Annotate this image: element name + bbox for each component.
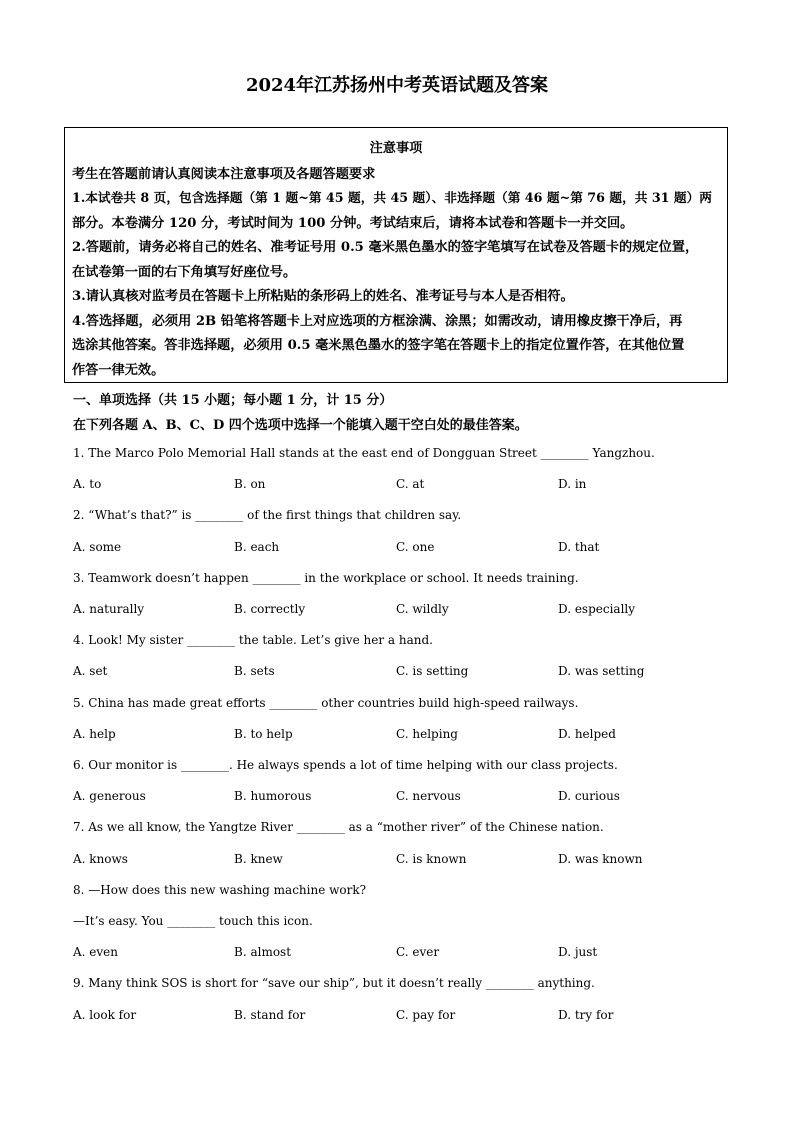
option-c: C. wildly (396, 602, 449, 616)
question-stem: 4. Look! My sister ________ the table. Let’s give her a hand. (73, 633, 433, 647)
section-instruction: 在下列各题 A、B、C、D 四个选项中选择一个能填入题干空白处的最佳答案。 (73, 418, 528, 433)
option-b: B. stand for (234, 1008, 306, 1022)
option-b: B. each (234, 540, 280, 554)
option-c: C. is known (396, 852, 467, 866)
option-c: C. is setting (396, 664, 469, 678)
notice-heading: 注意事项 (369, 141, 423, 156)
option-a: A. generous (73, 789, 146, 803)
notice-line: 选涂其他答案。答非选择题，必须用 0.5 毫米黑色墨水的签字笔在答题卡上的指定位置作答，在其他位置 (72, 338, 685, 353)
question-stem: 7. As we all know, the Yangtze River ________ as a “mother river” of the Chinese nation. (73, 820, 604, 834)
question-stem: 1. The Marco Polo Memorial Hall stands at the east end of Dongguan Street ________ Yangzhou. (73, 446, 655, 460)
notice-line: 考生在答题前请认真阅读本注意事项及各题答题要求 (72, 167, 376, 182)
option-a: A. even (73, 945, 119, 959)
option-a: A. help (73, 727, 116, 741)
question-stem: 5. China has made great efforts ________ other countries build high-speed railways. (73, 696, 579, 710)
notice-line: 4.答选择题，必须用 2B 铅笔将答题卡上对应选项的方框涂满、涂黑；如需改动，请用橡皮擦干净后，再 (72, 314, 683, 329)
page-title: 2024年江苏扬州中考英语试题及答案 (245, 75, 549, 96)
option-d: D. try for (558, 1008, 614, 1022)
option-c: C. pay for (396, 1008, 456, 1022)
option-b: B. on (234, 477, 266, 491)
question-stem: 9. Many think SOS is short for “save our ship”, but it doesn’t really ________ anything. (73, 976, 595, 990)
option-d: D. helped (558, 727, 616, 741)
section-heading: 一、单项选择（共 15 小题；每小题 1 分，计 15 分） (73, 393, 393, 408)
option-a: A. look for (73, 1008, 137, 1022)
option-a: A. some (73, 540, 122, 554)
question-stem: 6. Our monitor is ________. He always spends a lot of time helping with our class projects. (73, 758, 618, 772)
option-a: A. naturally (73, 602, 145, 616)
notice-line: 部分。本卷满分 120 分，考试时间为 100 分钟。考试结束后，请将本试卷和答题卡一并交回。 (72, 216, 634, 231)
option-d: D. was known (558, 852, 643, 866)
question-stem: 8. —How does this new washing machine work? (73, 883, 367, 897)
option-c: C. helping (396, 727, 458, 741)
option-b: B. almost (234, 945, 292, 959)
option-d: D. that (558, 540, 600, 554)
option-b: B. humorous (234, 789, 312, 803)
question-stem: 2. “What’s that?” is ________ of the first things that children say. (73, 508, 462, 522)
option-d: D. just (558, 945, 598, 959)
option-d: D. in (558, 477, 587, 491)
option-d: D. especially (558, 602, 636, 616)
option-d: D. curious (558, 789, 620, 803)
notice-line: 2.答题前，请务必将自己的姓名、准考证号用 0.5 毫米黑色墨水的签字笔填写在试卷及答题卡的规定位置， (72, 240, 699, 255)
question-stem: —It’s easy. You ________ touch this icon. (73, 914, 313, 928)
option-c: C. one (396, 540, 435, 554)
notice-line: 1.本试卷共 8 页，包含选择题（第 1 题~第 45 题，共 45 题）、非选择题（第 46 题~第 76 题，共 31 题）两 (72, 190, 712, 205)
notice-line: 在试卷第一面的右下角填写好座位号。 (72, 265, 297, 280)
option-c: C. nervous (396, 789, 461, 803)
notice-line: 作答一律无效。 (72, 363, 165, 378)
notice-box (64, 127, 728, 383)
option-c: C. ever (396, 945, 440, 959)
option-a: A. set (73, 664, 108, 678)
option-d: D. was setting (558, 664, 645, 678)
option-c: C. at (396, 477, 425, 491)
option-b: B. sets (234, 664, 275, 678)
question-stem: 3. Teamwork doesn’t happen ________ in the workplace or school. It needs training. (73, 571, 579, 585)
option-a: A. knows (73, 852, 128, 866)
option-b: B. knew (234, 852, 283, 866)
option-a: A. to (73, 477, 102, 491)
option-b: B. correctly (234, 602, 306, 616)
notice-line: 3.请认真核对监考员在答题卡上所粘贴的条形码上的姓名、准考证号与本人是否相符。 (72, 289, 574, 304)
option-b: B. to help (234, 727, 293, 741)
